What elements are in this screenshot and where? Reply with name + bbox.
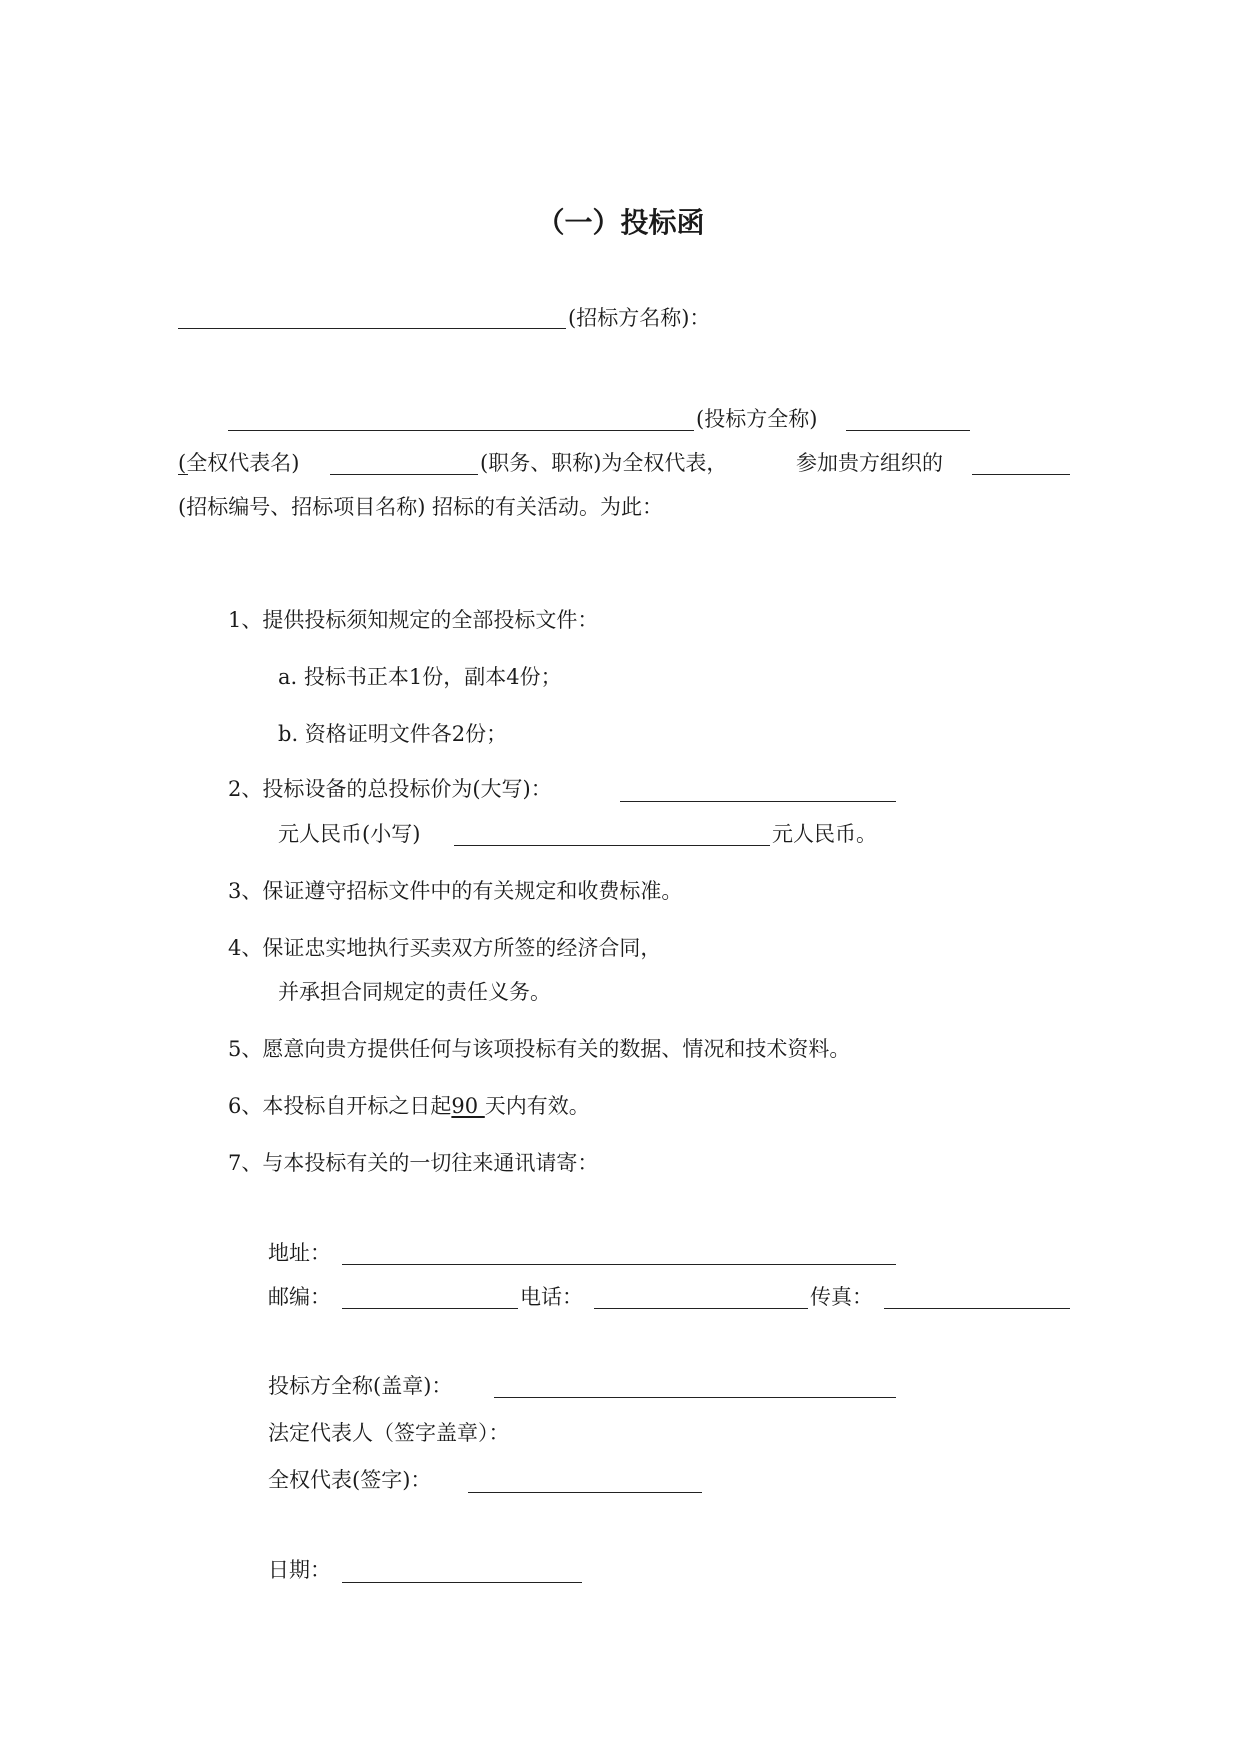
item-5: 5、愿意向贵方提供任何与该项投标有关的数据、情况和技术资料。 [228,1037,851,1061]
date-label: 日期： [268,1558,331,1582]
item-2: 2、投标设备的总投标价为(大写)： [228,777,552,801]
position-blank [330,474,478,475]
date-blank [342,1582,582,1583]
participate-label: 参加贵方组织的 [796,451,943,475]
validity-days: 90 [451,1094,485,1118]
item-7: 7、与本投标有关的一切往来通讯请寄： [228,1151,599,1175]
item-6-suffix: 天内有效。 [484,1094,590,1118]
authorized-rep-blank [468,1492,702,1493]
postcode-label: 邮编： [268,1285,331,1309]
authorized-rep-label: 全权代表(签字)： [268,1468,432,1492]
phone-label: 电话： [520,1285,583,1309]
price-capital-blank [620,801,896,802]
bidder-seal-label: 投标方全称(盖章)： [268,1374,453,1398]
intro-line-3: (招标编号、招标项目名称) 招标的有关活动。为此： [178,495,664,519]
legal-rep-label: 法定代表人（签字盖章）： [268,1421,510,1445]
price-small-blank [454,845,770,846]
address-label: 地址： [268,1241,331,1265]
bidder-seal-blank [494,1397,896,1398]
item-6-prefix: 6、本投标自开标之日起 [228,1094,452,1118]
bidder-full-name-label: (投标方全称) [696,407,818,431]
tenderer-name-label: (招标方名称)： [568,306,711,330]
address-blank [342,1264,896,1265]
item-1a: a. 投标书正本1份，副本4份； [278,665,562,689]
representative-name-blank [846,430,970,431]
item-4: 4、保证忠实地执行买卖双方所签的经济合同， [228,936,662,960]
tender-number-blank [972,474,1070,475]
fax-blank [884,1308,1070,1309]
item-1: 1、提供投标须知规定的全部投标文件： [228,608,599,632]
price-small-unit: 元人民币。 [772,822,877,846]
fax-label: 传真： [810,1285,873,1309]
document-title: （一）投标函 [536,206,705,239]
item-3: 3、保证遵守招标文件中的有关规定和收费标准。 [228,879,683,903]
item-1b: b. 资格证明文件各2份； [278,722,508,746]
price-capital-unit: 元人民币(小写) [278,822,421,846]
position-label: (职务、职称)为全权代表， [480,451,728,475]
phone-blank [594,1308,808,1309]
representative-name-label: (全权代表名) [178,451,300,475]
bidder-name-blank [228,430,694,431]
tenderer-name-blank [178,328,566,329]
postcode-blank [342,1308,518,1309]
item-4-continued: 并承担合同规定的责任义务。 [278,980,551,1004]
item-6 [228,1092,590,1120]
